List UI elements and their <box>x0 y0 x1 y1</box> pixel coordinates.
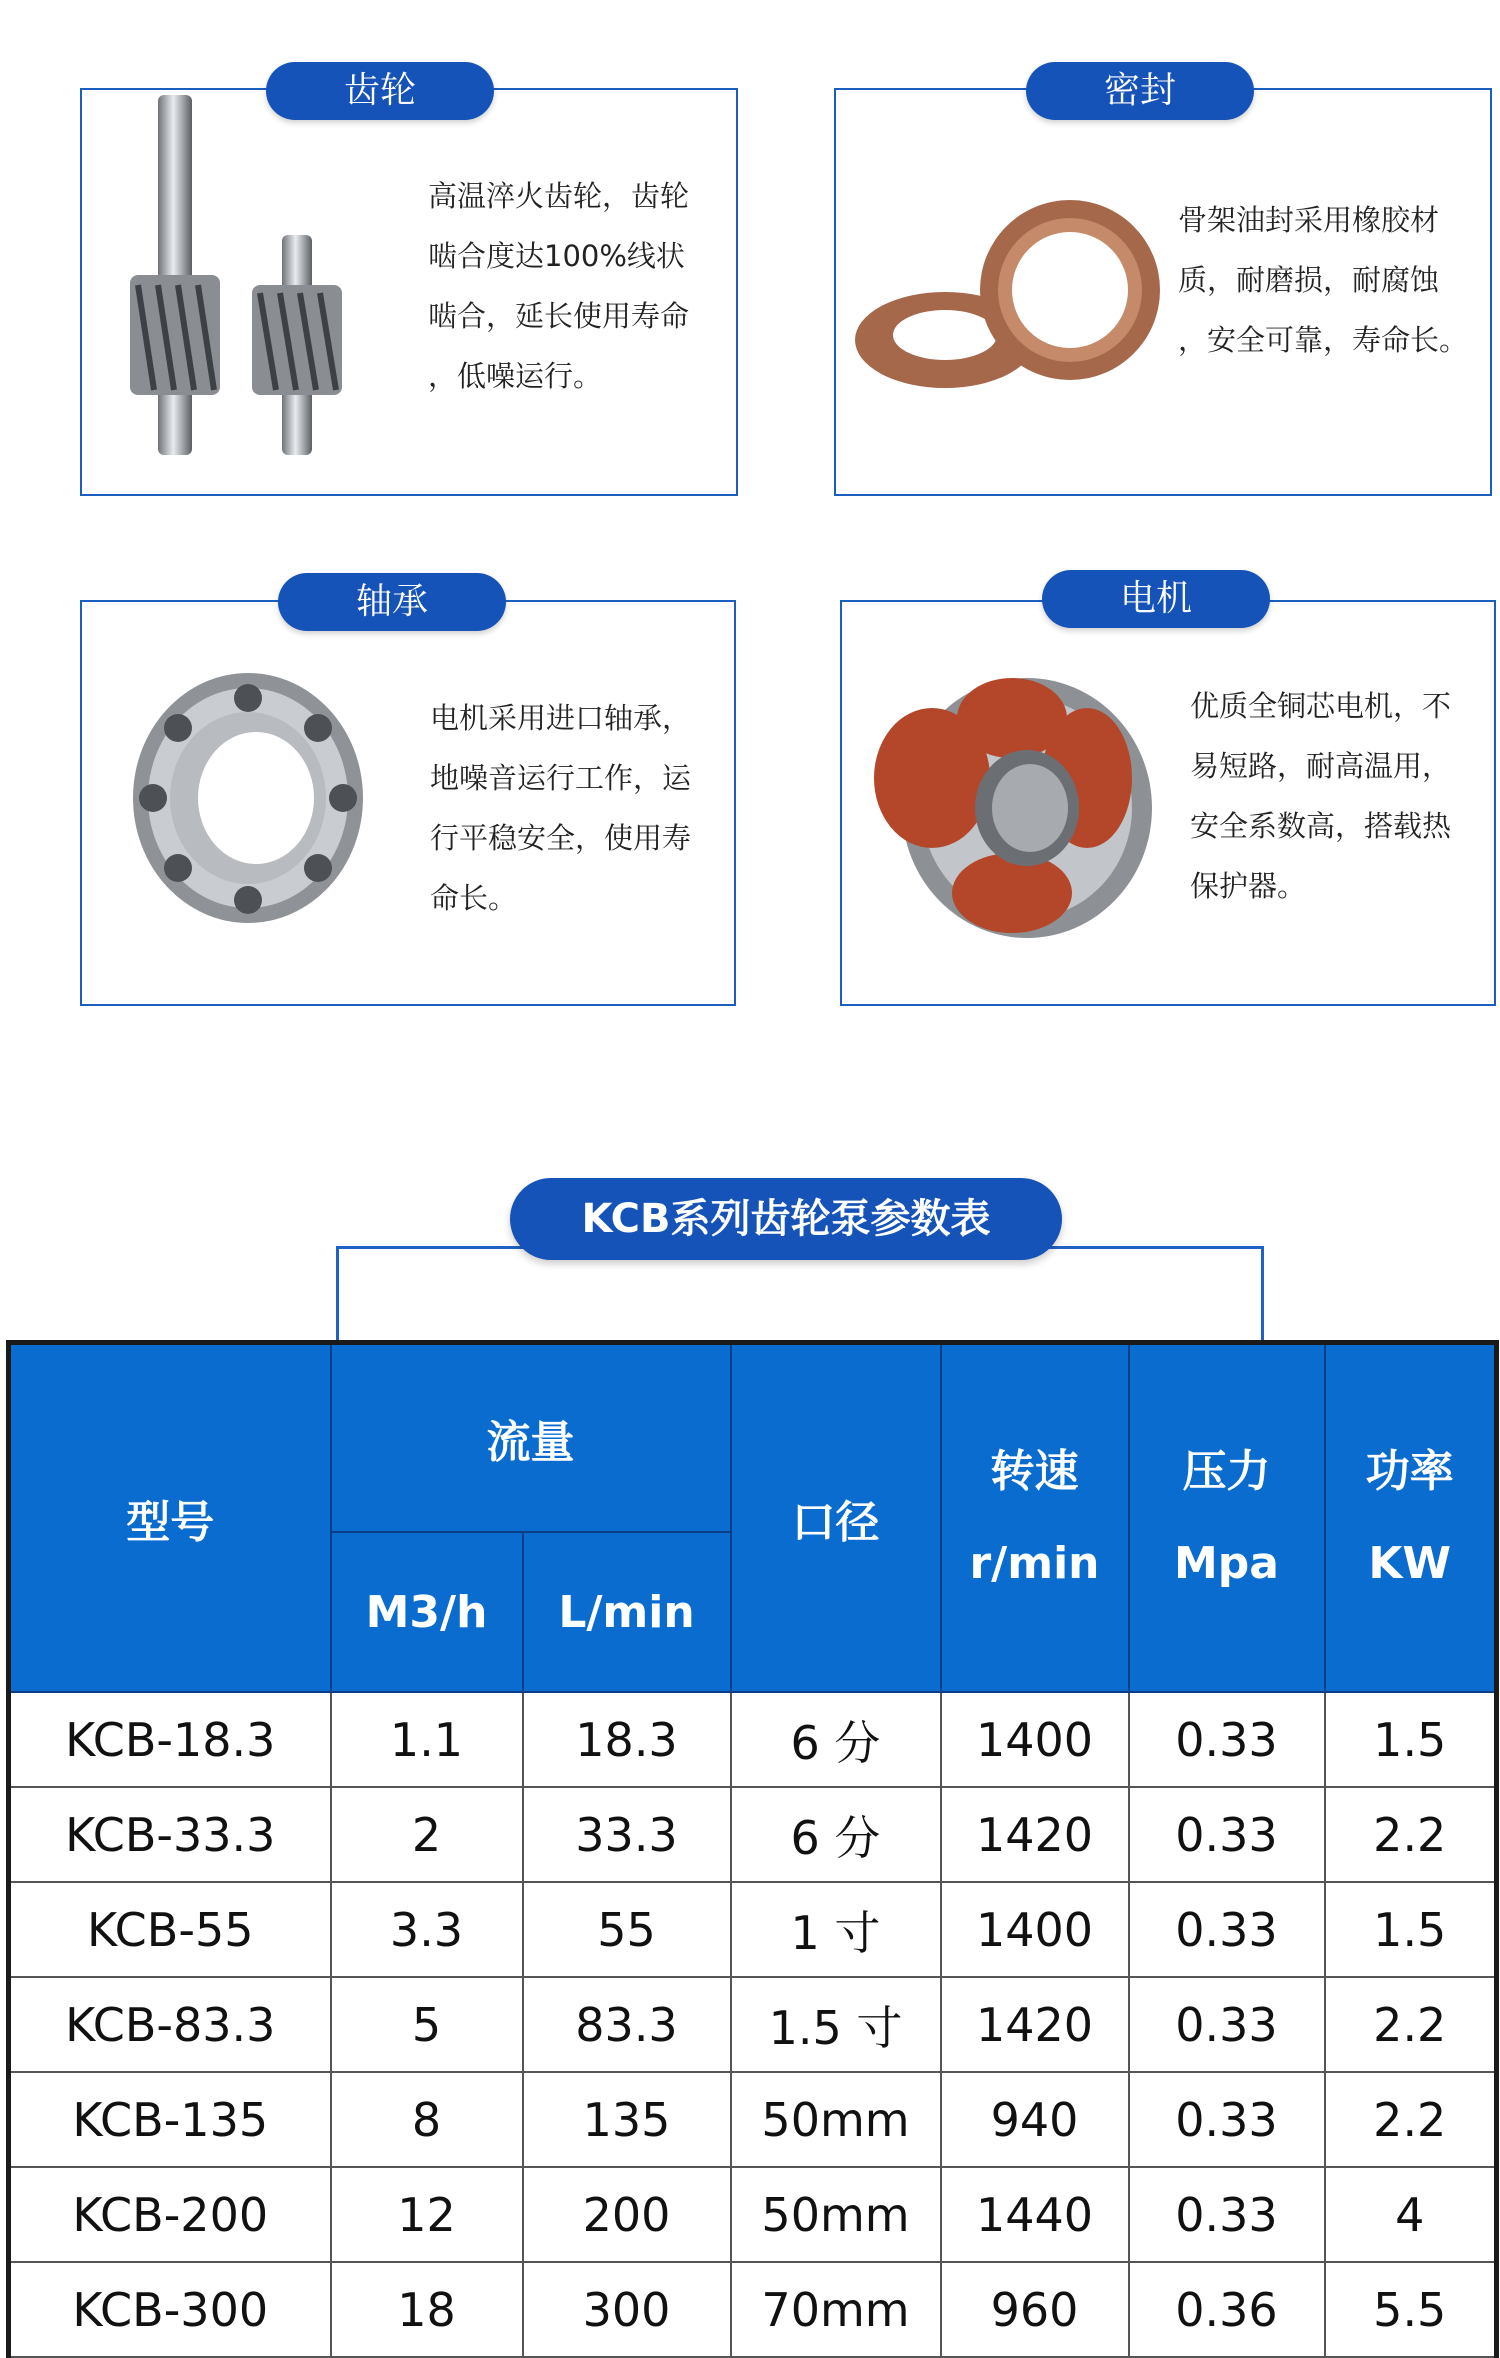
cell-model: KCB-55 <box>9 1882 331 1977</box>
table-title: KCB系列齿轮泵参数表 <box>510 1178 1062 1260</box>
cell-speed: 960 <box>941 2262 1129 2357</box>
cell-power: 2.2 <box>1325 1977 1497 2072</box>
cell-caliber: 1 寸 <box>731 1882 941 1977</box>
cell-flow-lmin: 83.3 <box>523 1977 731 2072</box>
bearing-image <box>128 668 368 928</box>
cell-flow-lmin: 300 <box>523 2262 731 2357</box>
cell-pressure: 0.33 <box>1129 2072 1325 2167</box>
table-row <box>9 1977 1497 2072</box>
header-power <box>1325 1343 1497 1693</box>
cell-caliber: 70mm <box>731 2262 941 2357</box>
cell-model: KCB-300 <box>9 2262 331 2357</box>
table-row <box>9 2167 1497 2262</box>
feature-title-seal: 密封 <box>1026 62 1254 120</box>
cell-model: KCB-200 <box>9 2167 331 2262</box>
cell-speed: 1440 <box>941 2167 1129 2262</box>
cell-flow-lmin: 200 <box>523 2167 731 2262</box>
oil-seal-image <box>850 190 1170 410</box>
cell-model: KCB-135 <box>9 2072 331 2167</box>
cell-caliber: 50mm <box>731 2072 941 2167</box>
cell-flow-lmin: 55 <box>523 1882 731 1977</box>
cell-model: KCB-83.3 <box>9 1977 331 2072</box>
cell-speed: 1420 <box>941 1977 1129 2072</box>
header-speed-unit: r/min <box>969 1538 1100 1589</box>
table-row <box>9 2072 1497 2167</box>
feature-desc-gear: 高温淬火齿轮，齿轮 啮合度达100%线状 啮合，延长使用寿命 ，低噪运行。 <box>428 179 690 393</box>
cell-pressure: 0.33 <box>1129 1977 1325 2072</box>
cell-speed: 1400 <box>941 1882 1129 1977</box>
gear-shaft-image <box>110 95 370 455</box>
cell-power: 4 <box>1325 2167 1497 2262</box>
cell-power: 1.5 <box>1325 1692 1497 1787</box>
cell-power: 5.5 <box>1325 2262 1497 2357</box>
header-pressure-unit: Mpa <box>1174 1538 1279 1589</box>
cell-flow-lmin: 33.3 <box>523 1787 731 1882</box>
cell-speed: 940 <box>941 2072 1129 2167</box>
cell-flow-m3h: 8 <box>331 2072 523 2167</box>
cell-pressure: 0.33 <box>1129 1882 1325 1977</box>
cell-flow-m3h: 12 <box>331 2167 523 2262</box>
feature-title-bearing: 轴承 <box>278 573 506 631</box>
header-model: 型号 <box>9 1343 331 1693</box>
table-row <box>9 1787 1497 1882</box>
cell-power: 1.5 <box>1325 1882 1497 1977</box>
cell-caliber: 50mm <box>731 2167 941 2262</box>
header-flow-m3h: M3/h <box>331 1532 523 1692</box>
cell-power: 2.2 <box>1325 1787 1497 1882</box>
feature-desc-seal: 骨架油封采用橡胶材 质，耐磨损，耐腐蚀 ，安全可靠，寿命长。 <box>1178 203 1469 357</box>
cell-model: KCB-33.3 <box>9 1787 331 1882</box>
header-flow: 流量 <box>331 1343 731 1533</box>
motor-stator-image <box>862 658 1162 948</box>
cell-flow-m3h: 1.1 <box>331 1692 523 1787</box>
cell-flow-m3h: 3.3 <box>331 1882 523 1977</box>
header-speed <box>941 1343 1129 1693</box>
cell-speed: 1420 <box>941 1787 1129 1882</box>
parameter-table <box>6 1340 1499 2358</box>
cell-flow-m3h: 5 <box>331 1977 523 2072</box>
feature-desc-motor: 优质全铜芯电机，不 易短路，耐高温用， 安全系数高，搭载热 保护器。 <box>1190 689 1452 903</box>
table-bracket-line <box>336 1246 1264 1343</box>
cell-flow-m3h: 2 <box>331 1787 523 1882</box>
cell-flow-lmin: 18.3 <box>523 1692 731 1787</box>
table-row <box>9 1692 1497 1787</box>
table-row <box>9 1882 1497 1977</box>
header-pressure-label: 压力 <box>1182 1446 1271 1497</box>
cell-caliber: 6 分 <box>731 1692 941 1787</box>
feature-title-motor: 电机 <box>1042 570 1270 628</box>
header-speed-label: 转速 <box>990 1446 1079 1497</box>
cell-power: 2.2 <box>1325 2072 1497 2167</box>
cell-caliber: 1.5 寸 <box>731 1977 941 2072</box>
cell-pressure: 0.33 <box>1129 2167 1325 2262</box>
cell-flow-m3h: 18 <box>331 2262 523 2357</box>
cell-flow-lmin: 135 <box>523 2072 731 2167</box>
header-caliber: 口径 <box>731 1343 941 1693</box>
table-row <box>9 2262 1497 2357</box>
feature-desc-bearing: 电机采用进口轴承， 地噪音运行工作，运 行平稳安全，使用寿 命长。 <box>430 701 692 915</box>
cell-model: KCB-18.3 <box>9 1692 331 1787</box>
cell-speed: 1400 <box>941 1692 1129 1787</box>
cell-caliber: 6 分 <box>731 1787 941 1882</box>
feature-title-gear: 齿轮 <box>266 62 494 120</box>
header-power-unit: KW <box>1368 1538 1452 1589</box>
header-power-label: 功率 <box>1365 1446 1454 1497</box>
cell-pressure: 0.33 <box>1129 1692 1325 1787</box>
cell-pressure: 0.36 <box>1129 2262 1325 2357</box>
cell-pressure: 0.33 <box>1129 1787 1325 1882</box>
header-flow-lmin: L/min <box>523 1532 731 1692</box>
header-pressure <box>1129 1343 1325 1693</box>
